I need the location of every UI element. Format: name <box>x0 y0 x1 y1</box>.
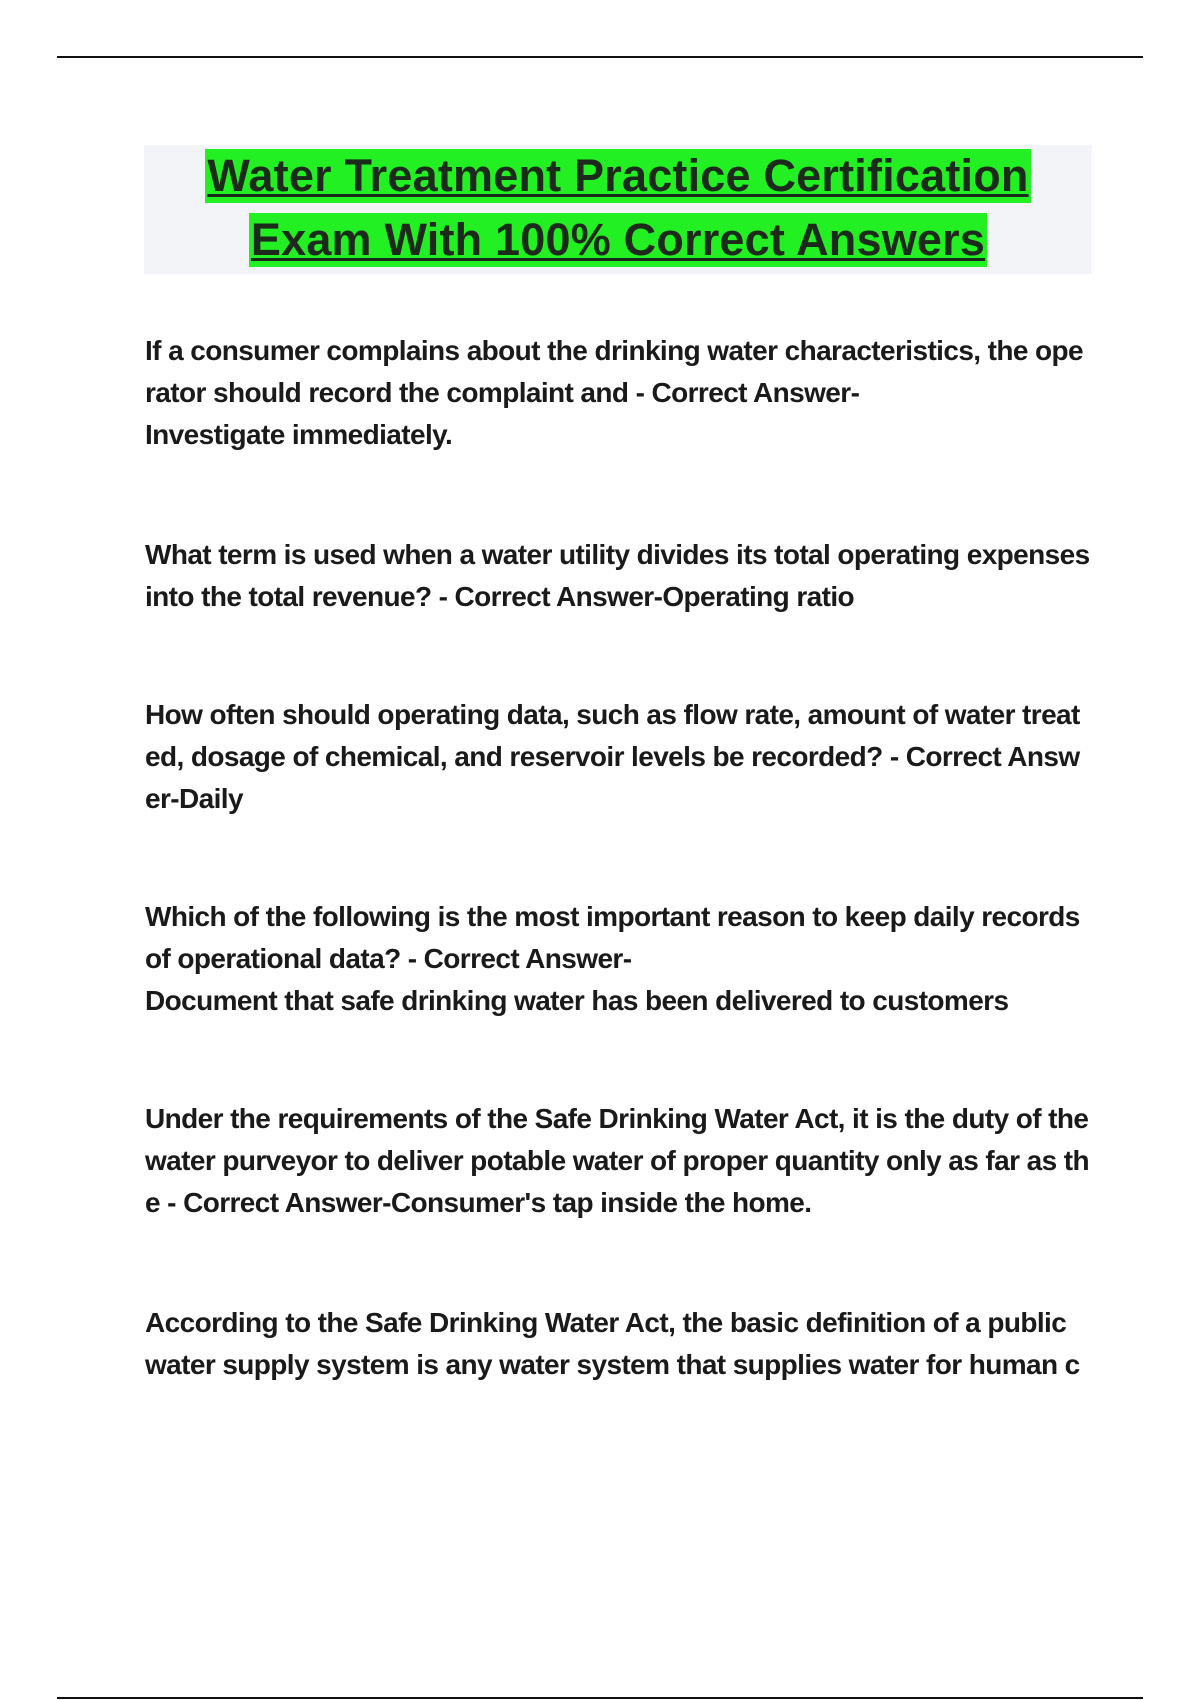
answer-marker: - Correct Answer- <box>159 1187 391 1218</box>
qa-item <box>145 534 1090 618</box>
answer-marker: - Correct Answer- <box>431 581 663 612</box>
question-text: What term is used when a water utility divides its total operating expenses into the total revenue? <box>145 539 1090 612</box>
answer-marker: - Correct Answer- <box>145 741 1080 814</box>
document-title-line-1: Water Treatment Practice Certification <box>207 150 1029 201</box>
question-text: Which of the following is the most important reason to keep daily records of operational data? <box>145 901 1080 974</box>
top-divider <box>57 56 1143 58</box>
answer-text: Consumer's tap inside the home. <box>390 1187 812 1218</box>
qa-item <box>145 330 1090 456</box>
answer-text: Operating ratio <box>662 581 855 612</box>
answer-text: Investigate immediately. <box>145 419 453 450</box>
qa-item <box>145 694 1090 820</box>
answer-text: Document that safe drinking water has been delivered to customers <box>145 985 1009 1016</box>
answer-marker: - Correct Answer- <box>628 377 860 408</box>
qa-item <box>145 1098 1090 1224</box>
document-title-line-2: Exam With 100% Correct Answers <box>250 214 986 265</box>
answer-marker: - Correct Answer- <box>400 943 632 974</box>
question-text: Under the requirements of the Safe Drinking Water Act, it is the duty of the water purveyor to deliver potable water of proper quantity only as far as the <box>145 1103 1089 1218</box>
qa-item <box>145 1302 1090 1386</box>
question-text: According to the Safe Drinking Water Act, the basic definition of a public water supply system is any water system that supplies water for human c <box>145 1307 1080 1380</box>
question-text: How often should operating data, such as flow rate, amount of water treated, dosage of chemical, and reservoir levels be recorded? <box>145 699 1080 772</box>
answer-text: Daily <box>179 783 243 814</box>
qa-item <box>145 896 1090 1022</box>
bottom-divider <box>57 1697 1143 1699</box>
question-text: If a consumer complains about the drinking water characteristics, the operator should record the complaint and <box>145 335 1084 408</box>
document-title-box <box>144 145 1092 274</box>
